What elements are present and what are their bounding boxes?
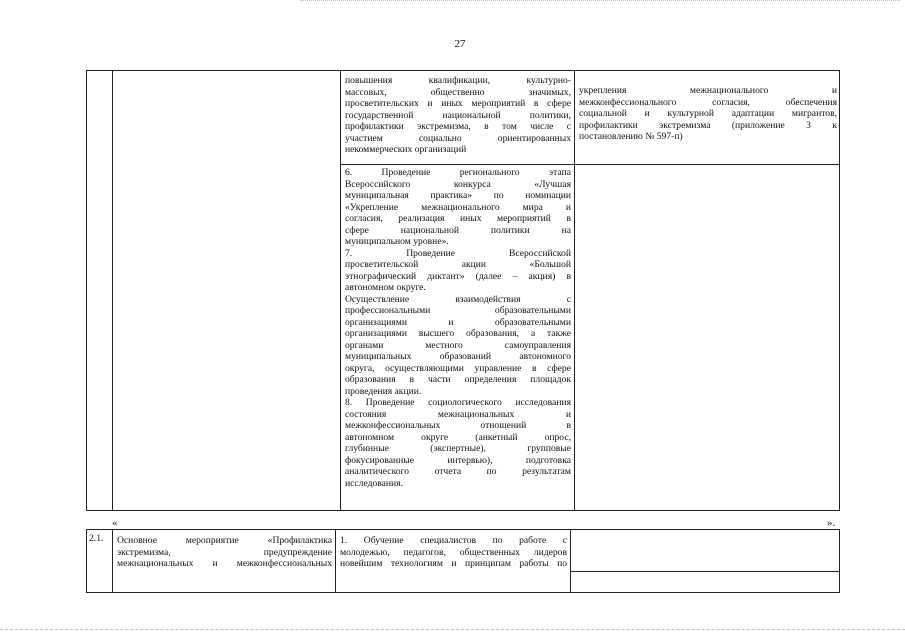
text-line: межконфессионального согласия, обеспечения [579, 96, 837, 108]
text-line: состояния межнациональных и [345, 408, 571, 420]
text-line: профилактики экстремизма, в том числе с [345, 121, 571, 132]
row-number-cell [89, 533, 111, 545]
table2-col-divider-2 [335, 529, 336, 593]
text-line: Основное мероприятие «Профилактика [117, 535, 332, 546]
text-line: массовых, общественно значимых, [345, 86, 571, 98]
text-line: автономном округе (анкетный опрос, [345, 431, 571, 443]
activity-cell [340, 535, 567, 570]
text-line: муниципальном уровне». [345, 236, 449, 247]
text-line: профилактики экстремизма (приложение 3 к [579, 119, 837, 131]
text-line: аналитического отчета по результатам [345, 466, 571, 477]
table-col-divider-3 [574, 70, 575, 511]
text-line: образования в части определения площадок [345, 374, 571, 385]
text-line: 8. Проведение социологического исследования [345, 397, 571, 408]
text-line: этнографический диктант» (далее – акция) в [345, 270, 571, 282]
text-line: муниципальных образований автономного [345, 351, 571, 362]
text-line: Всероссийского конкурса «Лучшая [345, 178, 571, 190]
text-line: организациями и образовательными [345, 316, 571, 328]
text-line: муниципальная практика» по номинации [345, 190, 571, 201]
result-cell [579, 85, 837, 143]
table-row-divider-right [574, 164, 840, 165]
table-col-divider-1 [112, 70, 113, 511]
text-line: межнациональных и межконфессиональных [117, 558, 332, 569]
table-col-divider-2 [340, 70, 341, 511]
scan-artifact-bottom [0, 629, 905, 636]
quote-close: ». [827, 517, 836, 529]
text-line: межконфессиональных отношений в [345, 420, 571, 431]
text-line: сфере национальной политики на [345, 224, 571, 236]
text-line: автономном округе. [345, 282, 426, 293]
text-line: профессиональными образовательными [345, 305, 571, 316]
text-line: укрепления межнационального и [579, 85, 837, 96]
table2-col-divider-3 [570, 529, 571, 593]
text-line: округа, осуществляющими управление в сфере [345, 362, 571, 374]
text-line: фокусированные интервью), подготовка [345, 454, 571, 466]
text-line: глубинные (экспертные), групповые [345, 443, 571, 454]
text-line: организациями высшего образования, а также [345, 328, 571, 339]
text-line: органами местного самоуправления [345, 339, 571, 351]
text-line: просветительских и иных мероприятий в сфере [345, 98, 571, 109]
main-activity-cell [117, 535, 332, 570]
text-line: 1. Обучение специалистов по работе с [340, 535, 567, 546]
text-line: повышения квалификации, культурно- [345, 75, 571, 86]
text-line: исследования. [345, 477, 403, 489]
text-line: 6. Проведение регионального этапа [345, 167, 571, 178]
text-line: экстремизма, предупреждение [117, 546, 332, 558]
text-line: молодежью, педагогов, общественных лидеров [340, 546, 567, 558]
text-line: социальной и культурной адаптации мигрантов, [579, 108, 837, 119]
text-line: 7. Проведение Всероссийской [345, 247, 571, 259]
table2-row-divider [570, 571, 840, 572]
text-line: некоммерческих организаций [345, 144, 467, 155]
text-line: «Укрепление межнационального мира и [345, 201, 571, 213]
page-number: 27 [454, 38, 466, 50]
text-line: постановлению № 597-п) [579, 131, 683, 142]
table-row-divider [340, 164, 574, 165]
text-line: проведения акции. [345, 385, 422, 397]
text-line: государственной национальной политики, [345, 109, 571, 121]
table2-col-divider-1 [112, 529, 113, 593]
activity-cell-lower [345, 167, 571, 489]
text-line: просветительской акции «Большой [345, 259, 571, 270]
quote-open: « [112, 517, 118, 529]
text-line: участием социально ориентированных [345, 132, 571, 144]
text-line: новейшим технологиям и принципам работы по [340, 558, 567, 569]
text-line: Осуществление взаимодействия с [345, 293, 571, 305]
scan-artifact-top [300, 0, 900, 5]
text-line: согласия, реализация иных мероприятий в [345, 213, 571, 224]
row-number: 2.1. [89, 533, 104, 544]
activity-cell-upper [345, 75, 571, 156]
